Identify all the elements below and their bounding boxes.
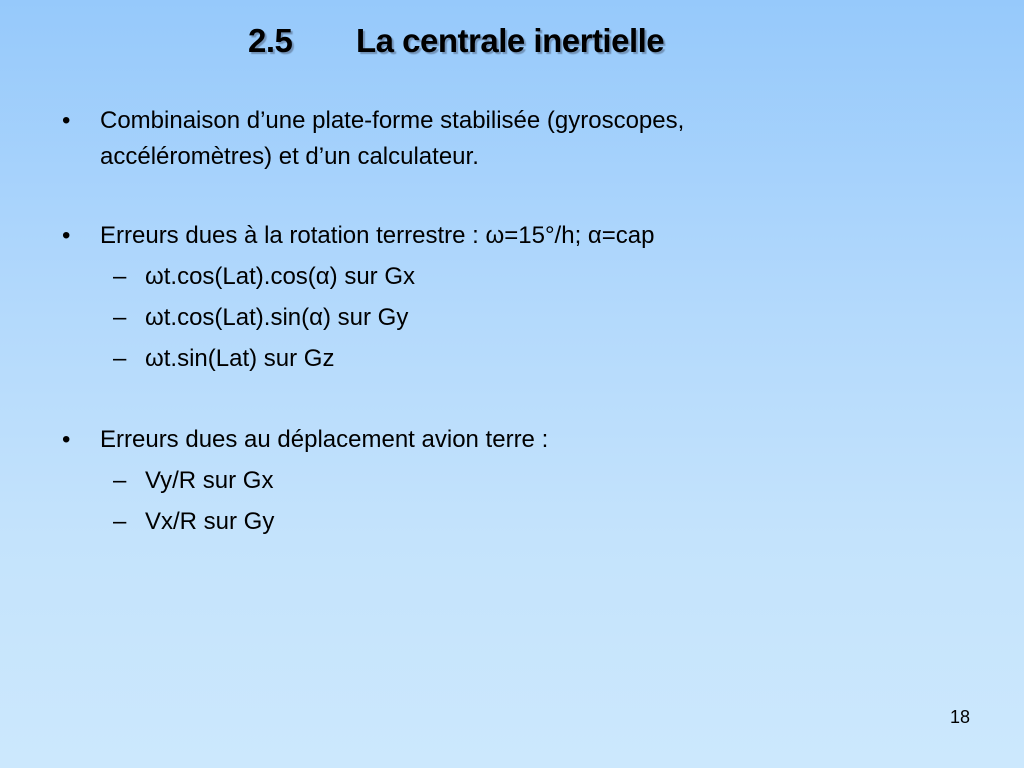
bullet-2-line-1: Erreurs dues à la rotation terrestre : ω=15°/h; α=cap (100, 222, 655, 249)
sub-item-rotation-gy: ωt.cos(Lat).sin(α) sur Gy (145, 304, 409, 331)
bullet-marker: • (62, 426, 71, 453)
sub-bullet-marker: – (113, 467, 127, 494)
sub-item-rotation-gx: ωt.cos(Lat).cos(α) sur Gx (145, 263, 415, 290)
sub-item-displacement-gy: Vx/R sur Gy (145, 508, 275, 535)
sub-item-displacement-gx: Vy/R sur Gx (145, 467, 274, 494)
sub-bullet-marker: – (113, 304, 127, 331)
title-text: La centrale inertielle (356, 22, 665, 59)
sub-bullet-marker: – (113, 508, 127, 535)
bullet-1-line-2: accéléromètres) et d’un calculateur. (100, 143, 479, 170)
bullet-1-line-1: Combinaison d’une plate-forme stabilisée (gyroscopes, (100, 107, 685, 134)
bullet-marker: • (62, 107, 71, 134)
title-number: 2.5 (248, 22, 293, 59)
sub-bullet-marker: – (113, 263, 127, 290)
sub-item-rotation-gz: ωt.sin(Lat) sur Gz (145, 345, 335, 372)
sub-bullet-marker: – (113, 345, 127, 372)
page-number: 18 (949, 707, 970, 727)
bullet-marker: • (62, 222, 71, 249)
bullet-3-line-1: Erreurs dues au déplacement avion terre : (100, 426, 549, 453)
